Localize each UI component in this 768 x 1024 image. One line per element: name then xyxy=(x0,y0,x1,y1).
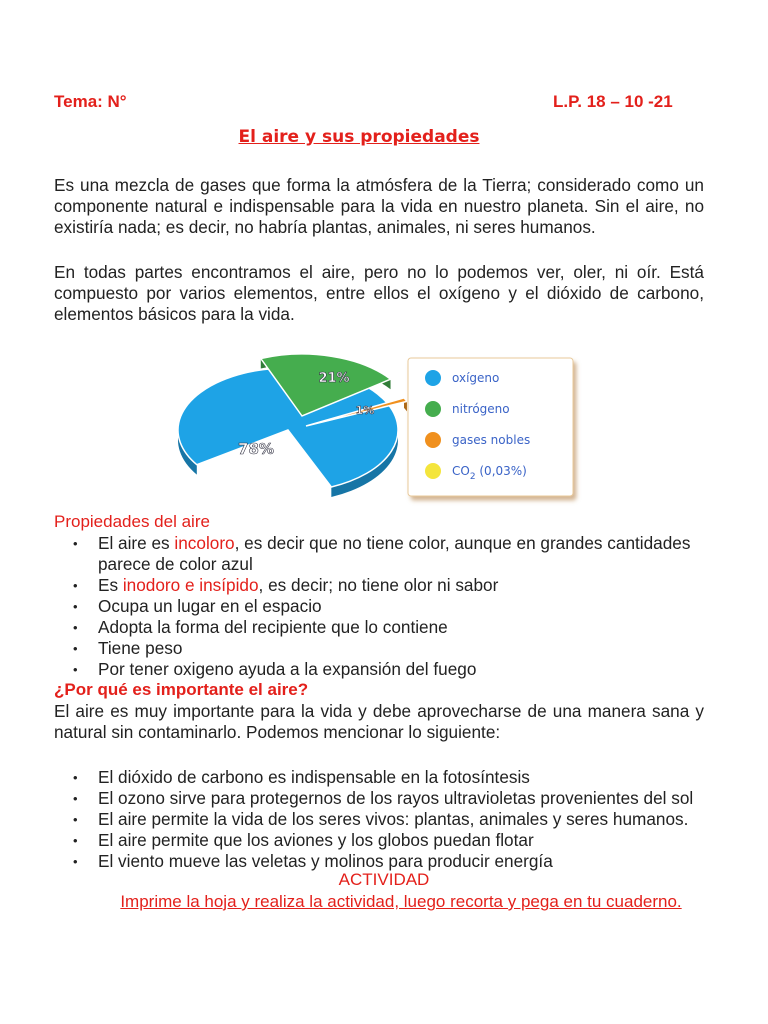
properties-title: Propiedades del aire xyxy=(54,512,210,531)
legend-label: oxígeno xyxy=(452,371,500,385)
list-item: • Tiene peso xyxy=(70,638,720,659)
list-item: • El dióxido de carbono es indispensable en la fotosíntesis xyxy=(70,767,720,788)
list-item: • El aire permite que los aviones y los globos puedan flotar xyxy=(70,830,720,851)
page-title: El aire y sus propiedades xyxy=(238,127,480,147)
data-label-oxygen: 78% xyxy=(238,440,274,458)
importance-paragraph: El aire es muy importante para la vida y debe aprovecharse de una manera sana y natural sin contaminarlo. Podemos mencionar lo siguiente: xyxy=(54,701,704,742)
legend-label: $CO_2$ (0,03%) xyxy=(452,464,527,482)
list-item: • El aire permite la vida de los seres vivos: plantas, animales y seres humanos. xyxy=(70,809,720,830)
activity-instructions: Imprime la hoja y realiza la actividad, luego recorta y pega en tu cuaderno. xyxy=(120,892,682,911)
data-label-noble-gases: 1% xyxy=(355,404,375,417)
legend-swatch xyxy=(425,370,441,386)
legend-swatch xyxy=(425,463,441,479)
date-label: L.P. 18 – 10 -21 xyxy=(553,92,673,111)
list-item: • El aire es incoloro, es decir que no tiene color, aunque en grandes cantidades parece de color azul xyxy=(70,533,720,575)
importance-question: ¿Por qué es importante el aire? xyxy=(54,680,309,699)
pie-chart-svg xyxy=(168,348,588,516)
list-item: • Adopta la forma del recipiente que lo contiene xyxy=(70,617,720,638)
list-item: • El ozono sirve para protegernos de los rayos ultravioletas provenientes del sol xyxy=(70,788,720,809)
legend-label: nitrógeno xyxy=(452,402,510,416)
list-item: • Por tener oxigeno ayuda a la expansión del fuego xyxy=(70,659,720,680)
list-item: • Ocupa un lugar en el espacio xyxy=(70,596,720,617)
activity-title: ACTIVIDAD xyxy=(338,870,430,889)
air-composition-chart xyxy=(168,348,588,516)
legend-label: gases nobles xyxy=(452,433,531,447)
chart-legend xyxy=(408,358,573,496)
topic-label: Tema: N° xyxy=(54,92,127,111)
importance-list xyxy=(70,767,720,872)
list-item: • El viento mueve las veletas y molinos para producir energía xyxy=(70,851,720,872)
properties-list xyxy=(70,533,720,680)
legend-item xyxy=(425,401,510,417)
legend-item xyxy=(425,370,499,386)
legend-swatch xyxy=(425,401,441,417)
data-label-nitrogen: 21% xyxy=(318,371,350,386)
legend-swatch xyxy=(425,432,441,448)
composition-paragraph: En todas partes encontramos el aire, pero no lo podemos ver, oler, ni oír. Está compuesto por varios elementos, entre ellos el oxígeno y el dióxido de carbono, elementos básicos para la vida. xyxy=(54,262,704,324)
intro-paragraph: Es una mezcla de gases que forma la atmósfera de la Tierra; considerado como un componente natural e indispensable para la vida en nuestro planeta. Sin el aire, no existiría nada; es decir, no habría plantas, animales, ni seres humanos. xyxy=(54,175,704,237)
list-item: • Es inodoro e insípido, es decir; no tiene olor ni sabor xyxy=(70,575,720,596)
